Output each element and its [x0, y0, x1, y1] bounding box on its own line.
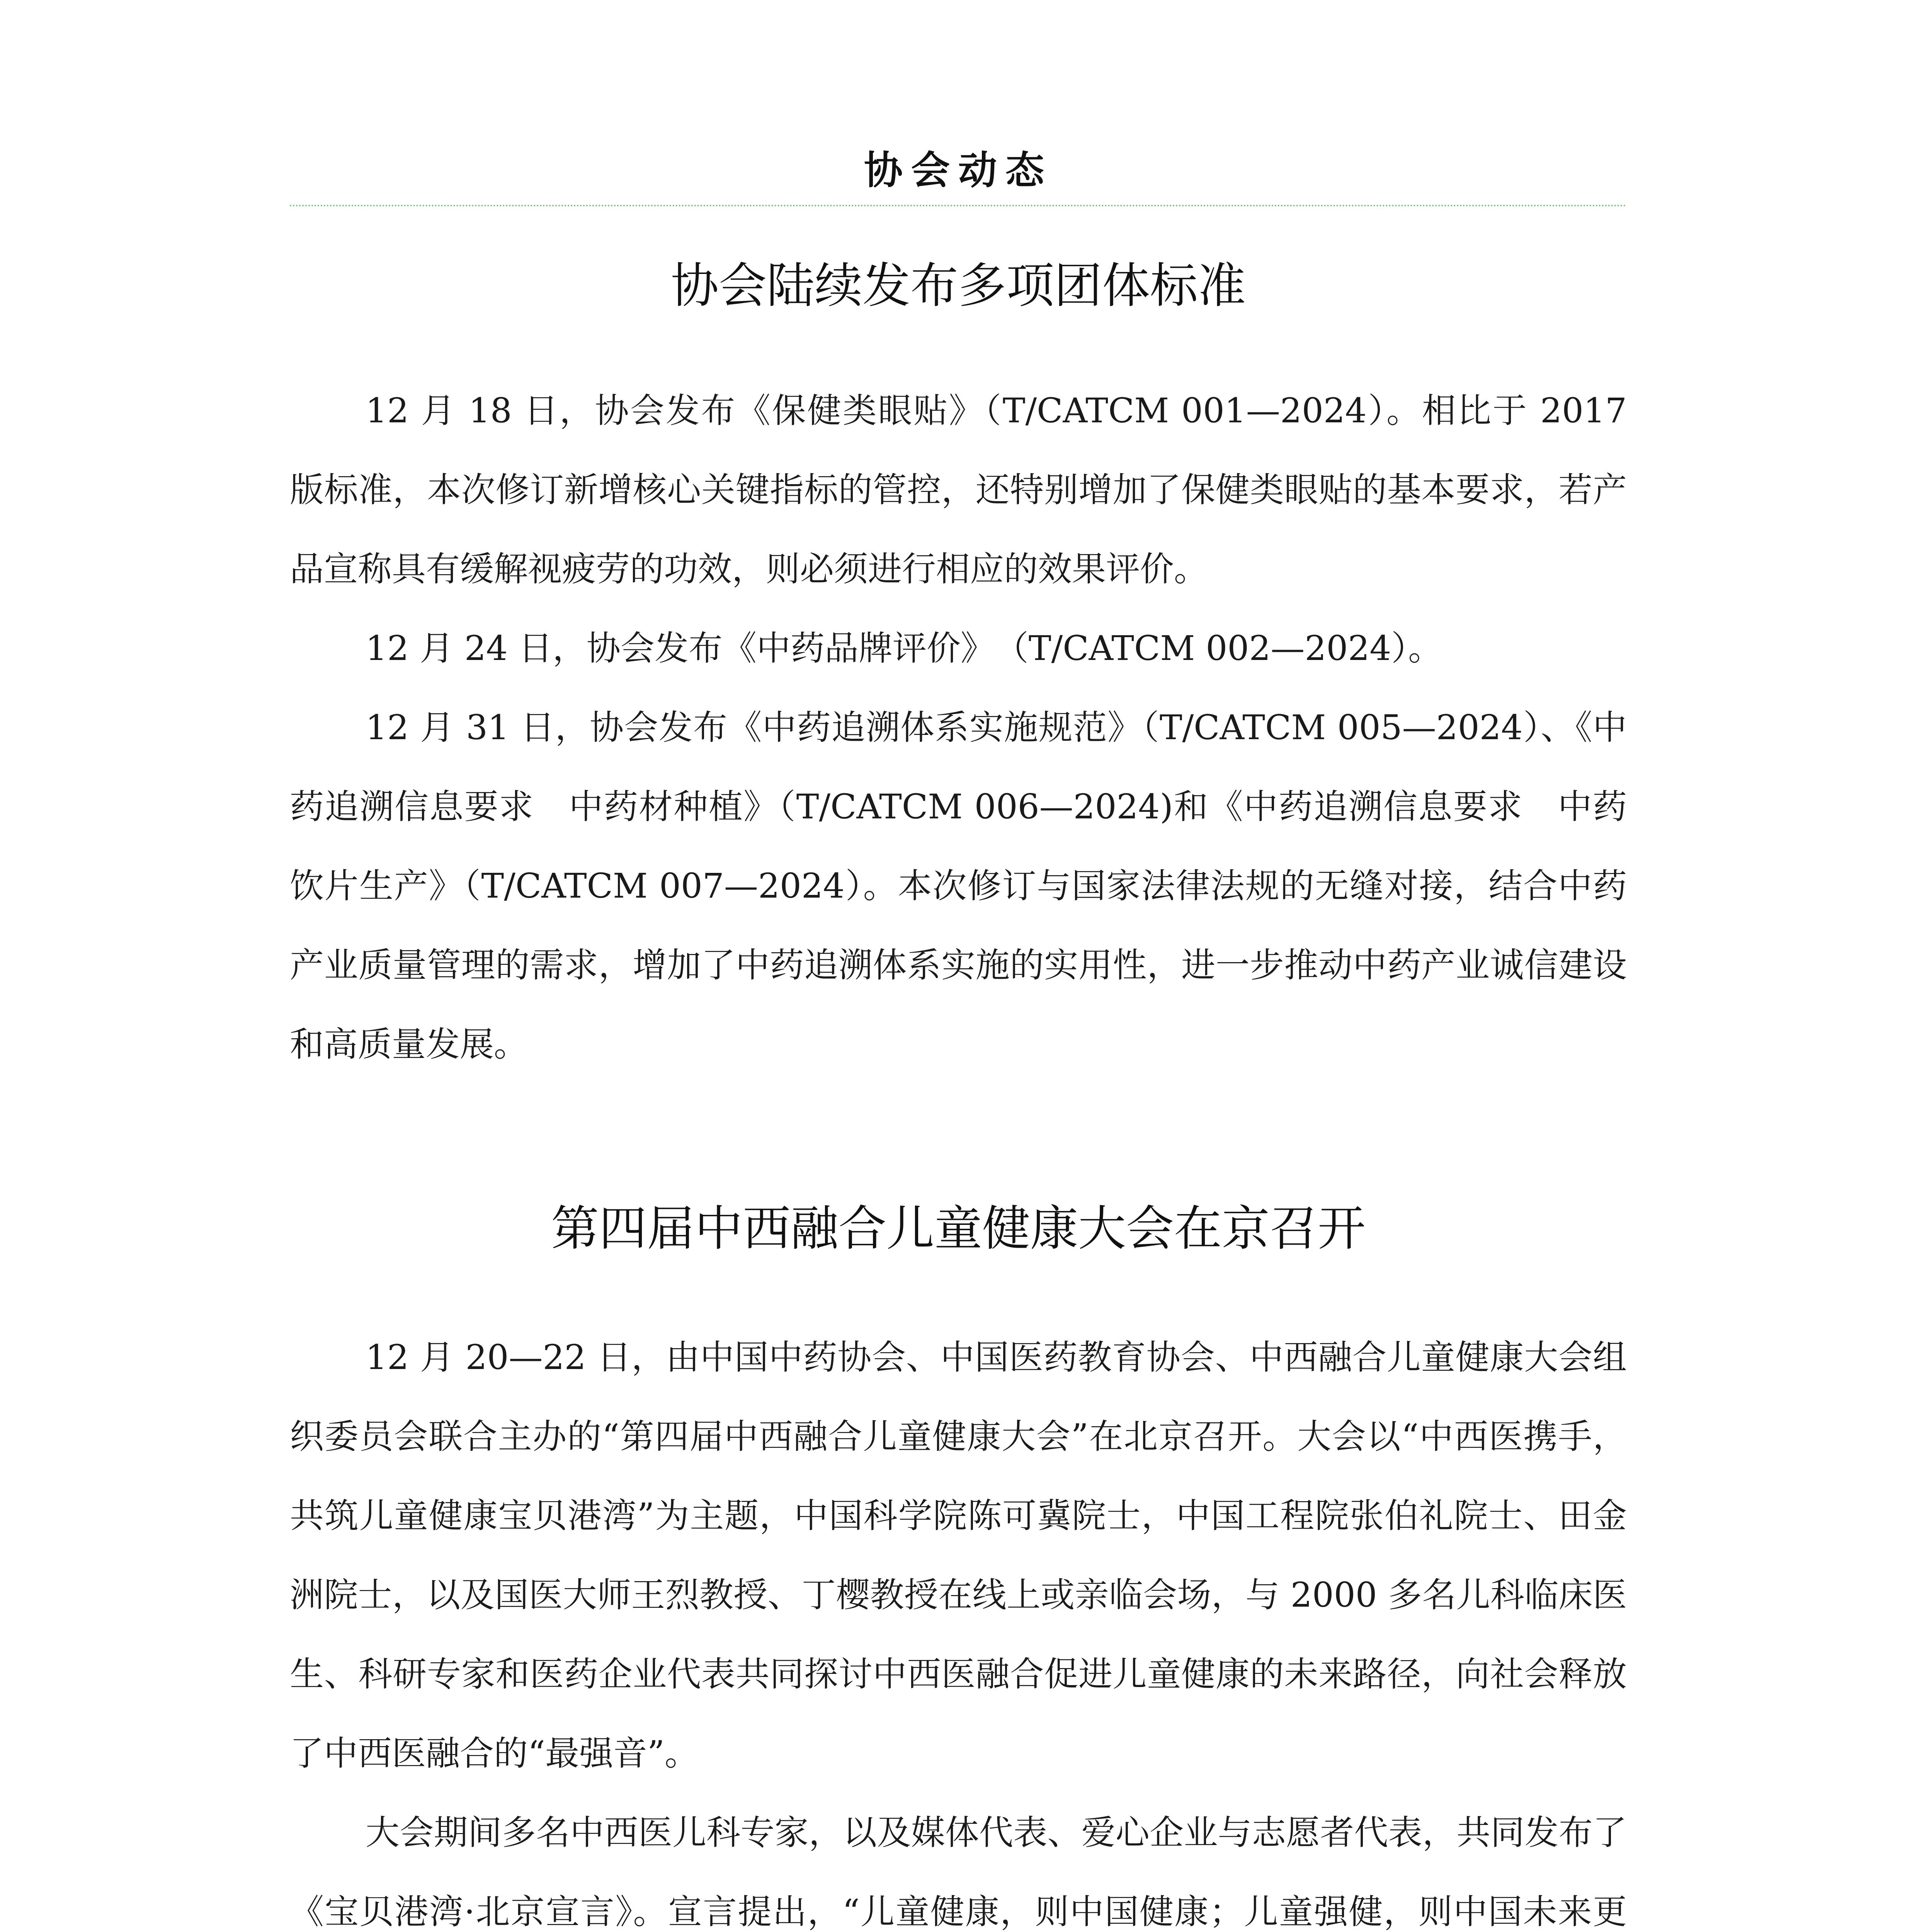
- paragraph: 12 月 24 日，协会发布《中药品牌评价》 （T/CATCM 002—2024）。: [366, 628, 1442, 668]
- paragraph: 12 月 18 日，协会发布《保健类眼贴》（T/CATCM 001—2024）。相比于 2017 版标准，本次修订新增核心关键指标的管控，还特别增加了保健类眼贴的基本要求，若产品宣称具有缓解视疲劳的功效，则必须进行相应的效果评价。: [290, 391, 1627, 589]
- section-header: 协会动态: [864, 147, 1053, 193]
- header-divider: [290, 205, 1627, 206]
- paragraph: 12 月 20—22 日，由中国中药协会、中国医药教育协会、中西融合儿童健康大会组织委员会联合主办的“第四届中西融合儿童健康大会”在北京召开。大会以“中西医携手，共筑儿童健康宝贝港湾”为主题，中国科学院陈可冀院士，中国工程院张伯礼院士、田金洲院士，以及国医大师王烈教授、丁樱教授在线上或亲临会场，与 2000 多名儿科临床医生、科研专家和医药企业代表共同探讨中西医融合促进儿童健康的未来路径，向社会释放了中西医融合的“最强音”。: [290, 1337, 1627, 1773]
- article-body-standards: [290, 371, 1627, 1084]
- paragraph: 12 月 31 日，协会发布《中药追溯体系实施规范》（T/CATCM 005—2024）、《中药追溯信息要求 中药材种植》（T/CATCM 006—2024)和《中药追溯信息要求 中药饮片生产》（T/CATCM 007—2024）。本次修订与国家法律法规的无缝对接，结合中药产业质量管理的需求，增加了中药追溯体系实施的实用性，进一步推动中药产业诚信建设和高质量发展。: [290, 707, 1627, 1064]
- paragraph: 大会期间多名中西医儿科专家，以及媒体代表、爱心企业与志愿者代表，共同发布了《宝贝港湾·北京宣言》。宣言提出，“儿童健康，则中国健康；儿童强健，则中国未来更: [290, 1813, 1627, 1932]
- article-body-conference: [290, 1318, 1627, 1932]
- article-title-standards: 协会陆续发布多项团体标准: [670, 258, 1246, 314]
- article-title-conference: 第四届中西融合儿童健康大会在京召开: [551, 1201, 1366, 1257]
